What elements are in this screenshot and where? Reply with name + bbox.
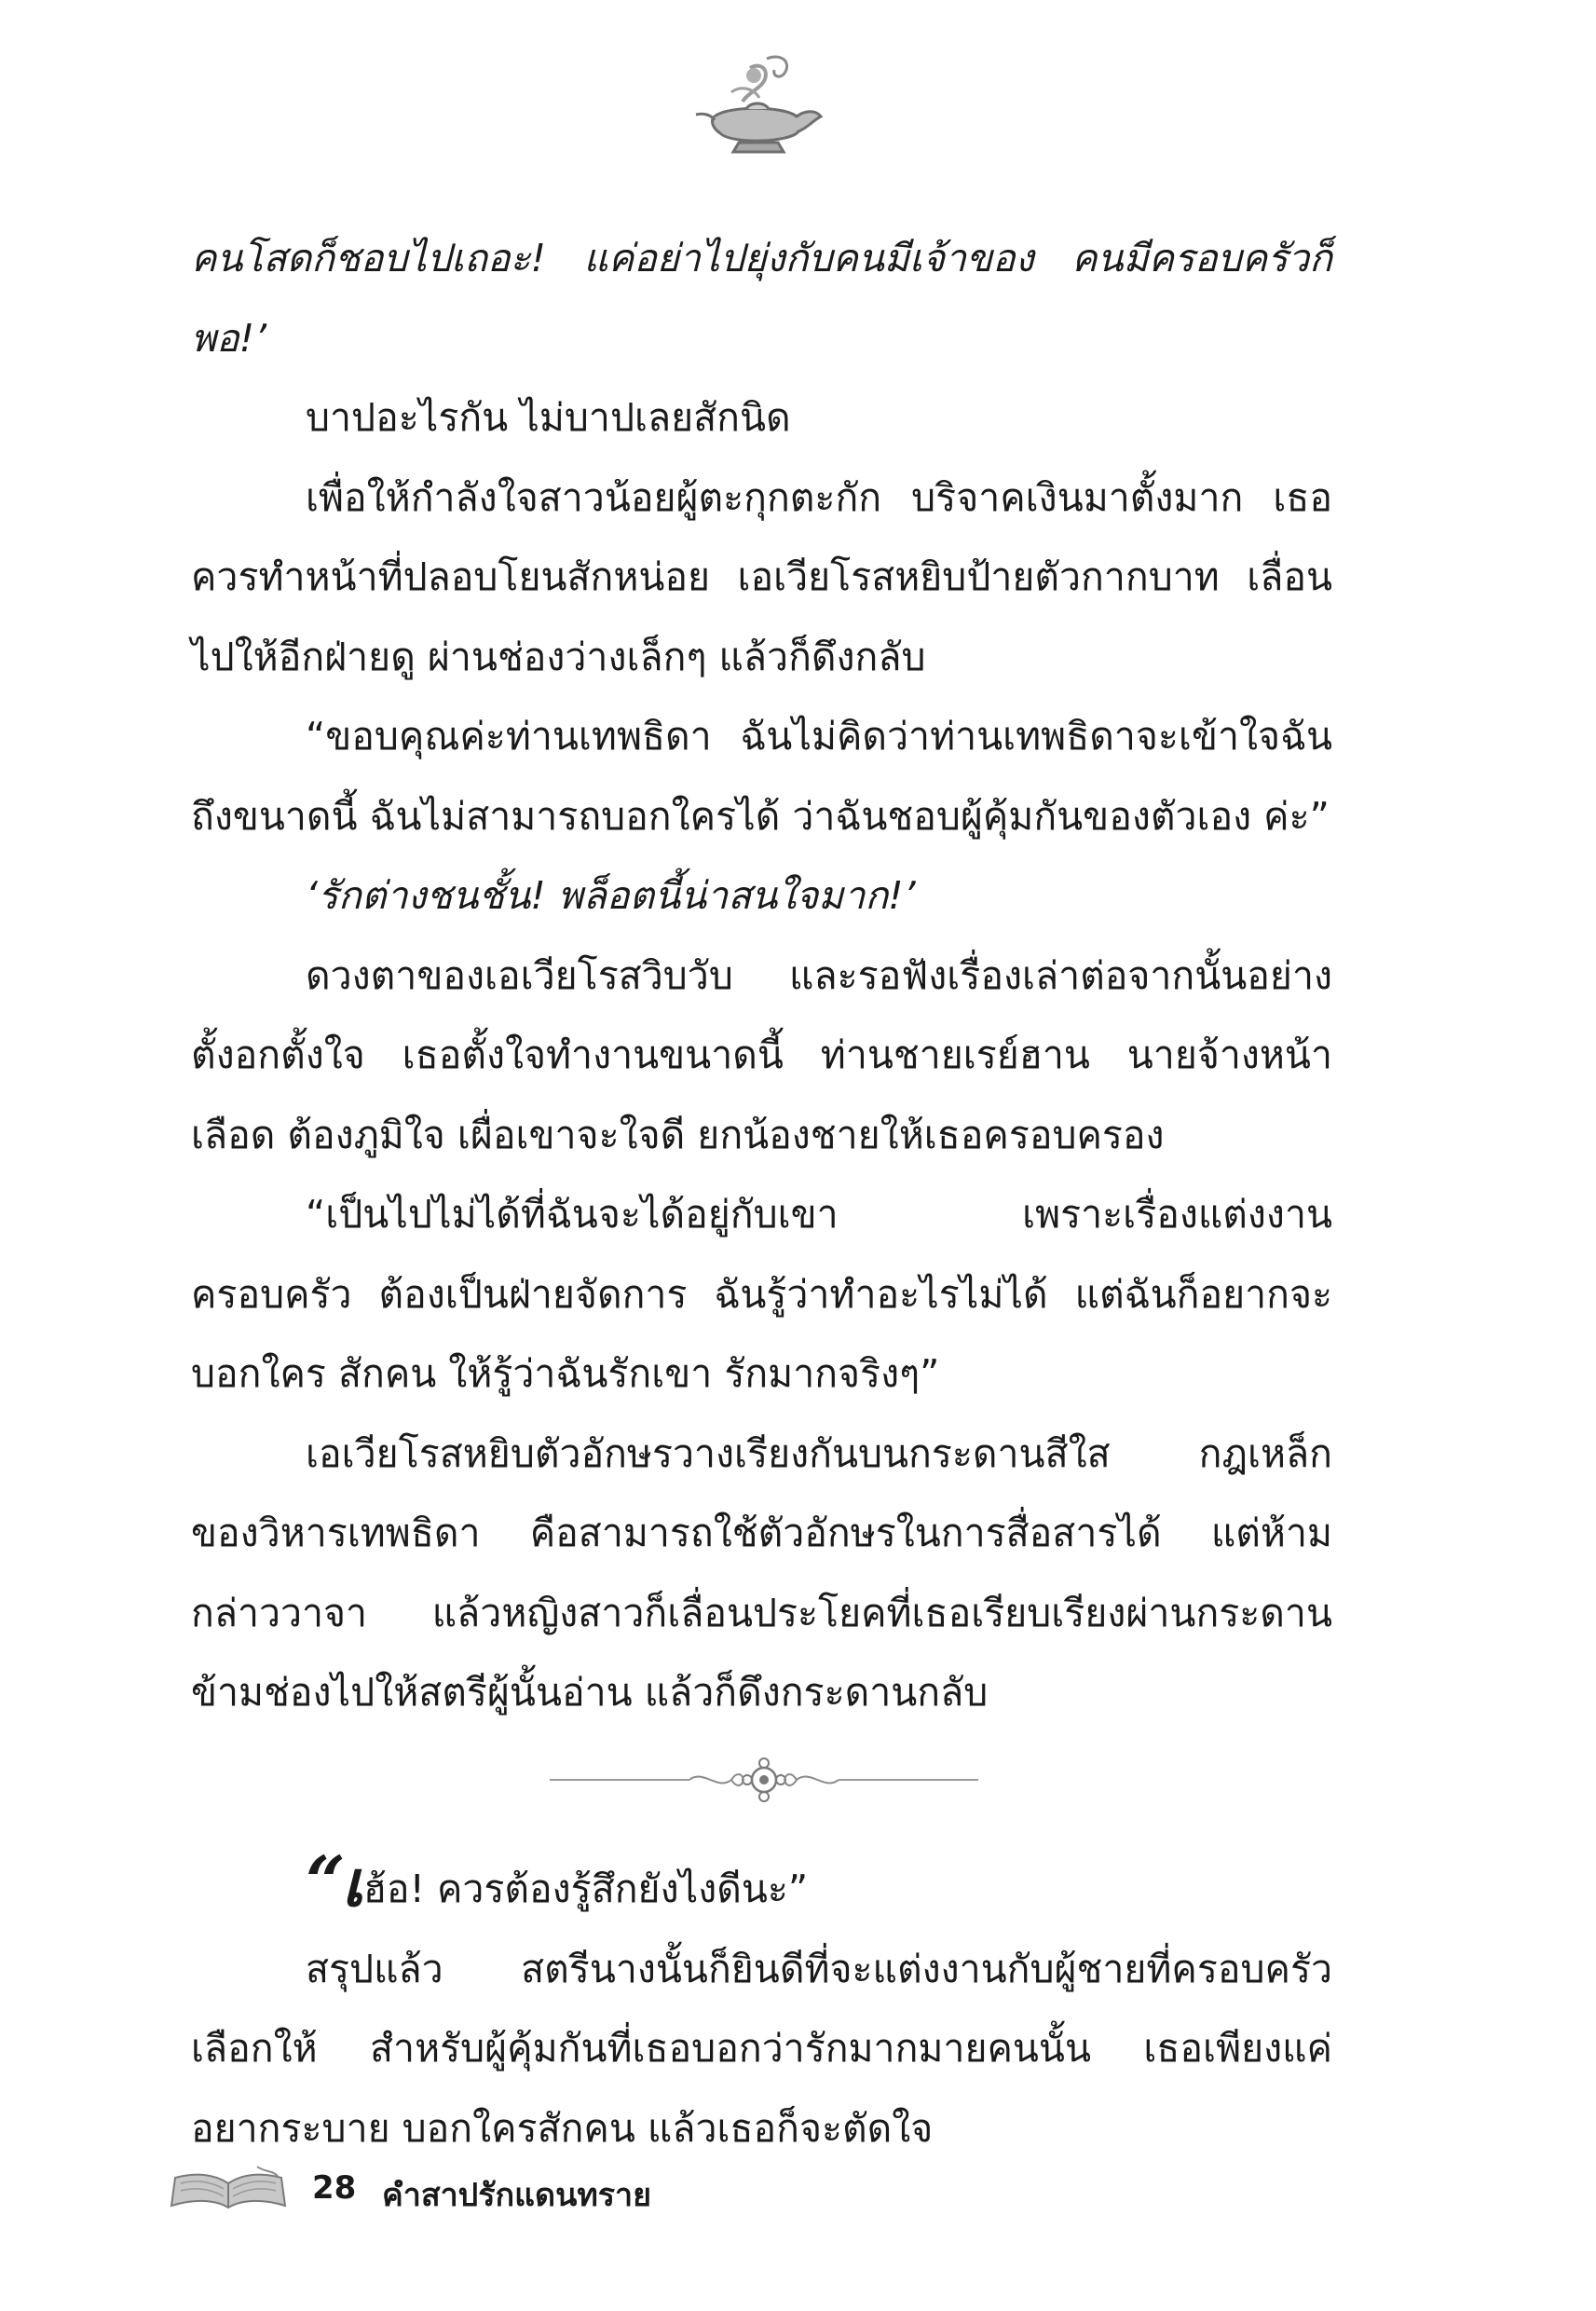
- dropcap-rest: ฮ้อ! ควรต้องรู้สึกยังไงดีนะ”: [362, 1867, 809, 1911]
- paragraph: เพื่อให้กำลังใจสาวน้อยผู้ตะกุกตะกัก บริจาคเงินมาตั้งมาก เธอควรทำหน้าที่ปลอบโยนสักหน่อย เอเวียโรสหยิบป้ายตัวกากบาท เลื่อนไปให้อีกฝ่ายดู ผ่านช่องว่างเล็กๆ แล้วก็ดึงกลับ: [191, 474, 1332, 679]
- paragraph: บาปอะไรกัน ไม่บาปเลยสักนิด: [306, 395, 791, 440]
- paragraph: ดวงตาของเอเวียโรสวิบวับ และรอฟังเรื่องเล่าต่อจากนั้นอย่าง ตั้งอกตั้งใจ เธอตั้งใจทำงานขนาดนี้ ท่านชายเรย์ฮาน นายจ้างหน้าเลือด ต้องภูมิใจ เผื่อเขาจะใจดี ยกน้องชายให้เธอครอบครอง: [191, 952, 1332, 1157]
- section-two: [191, 1842, 1332, 2168]
- book-title: คำสาปรักแดนทราย: [382, 2177, 652, 2214]
- paragraph: เอเวียโรสหยิบตัวอักษรวางเรียงกันบนกระดานสีใส กฎเหล็ก ของวิหารเทพธิดา คือสามารถใช้ตัวอักษรในการสื่อสารได้ แต่ห้าม กล่าววาจา แล้วหญิงสาวก็เลื่อนประโยคที่เธอเรียบเรียงผ่านกระดาน ข้ามช่องไปให้สตรีผู้นั้นอ่าน แล้วก็ดึงกระดานกลับ: [191, 1430, 1332, 1715]
- lamp-genie-icon: [694, 51, 825, 163]
- paragraph: ‘รักต่างชนชั้น! พล็อตนี้น่าสนใจมาก!’: [306, 873, 916, 918]
- open-book-icon: [168, 2165, 289, 2213]
- dropcap-quote: “: [306, 1842, 342, 1922]
- page-footer: [168, 2160, 913, 2216]
- paragraph: สรุปแล้ว สตรีนางนั้นก็ยินดีที่จะแต่งงานกับผู้ชายที่ครอบครัว เลือกให้ สำหรับผู้คุ้มกันที่เธอบอกว่ารักมากมายคนนั้น เธอเพียงแค่ อยากระบาย บอกใครสักคน แล้วเธอก็จะตัดใจ: [191, 1946, 1332, 2151]
- paragraph: “ขอบคุณค่ะท่านเทพธิดา ฉันไม่คิดว่าท่านเทพธิดาจะเข้าใจฉัน ถึงขนาดนี้ ฉันไม่สามารถบอกใครได้ ว่าฉันชอบผู้คุ้มกันของตัวเอง ค่ะ”: [191, 714, 1332, 839]
- paragraph: “เป็นไปไม่ได้ที่ฉันจะได้อยู่กับเขา เพราะเรื่องแต่งงาน ครอบครัว ต้องเป็นฝ่ายจัดการ ฉันรู้ว่าทำอะไรไม่ได้ แต่ฉันก็อยากจะบอกใคร สักคน ให้รู้ว่าฉันรักเขา รักมากจริงๆ”: [191, 1192, 1332, 1396]
- dropcap-paragraph: [191, 1842, 1332, 1930]
- body-text: [191, 219, 1332, 1733]
- dropcap-letter: เ: [341, 1847, 363, 1921]
- floral-divider-icon: [550, 1752, 978, 1808]
- page-number: 28: [312, 2169, 357, 2207]
- paragraph: คนโสดก็ชอบไปเถอะ! แค่อย่าไปยุ่งกับคนมีเจ้าของ คนมีครอบครัวก็พอ!’: [191, 236, 1332, 361]
